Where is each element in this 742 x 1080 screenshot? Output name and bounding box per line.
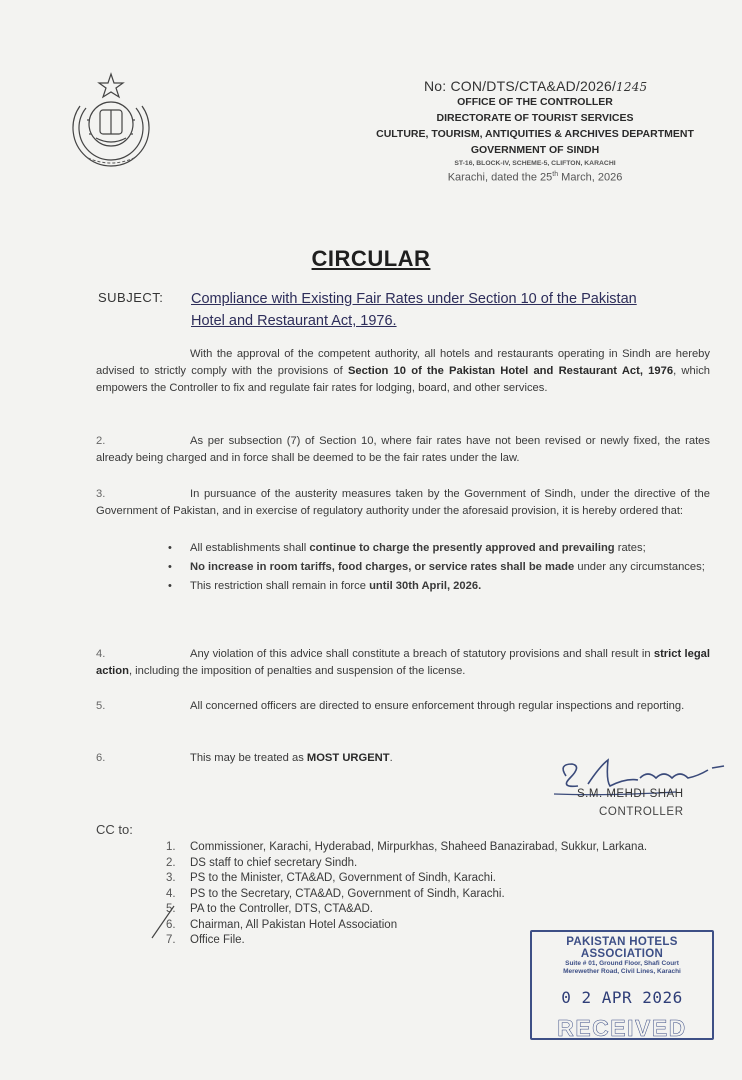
stamp-status: RECEIVED (557, 1015, 687, 1041)
cc-text: Commissioner, Karachi, Hyderabad, Mirpurkhas, Shaheed Banazirabad, Sukkur, Larkana. (190, 841, 648, 853)
paragraph-6-text-a: This may be treated as (190, 752, 307, 764)
bullet-1-text-a: All establishments shall (190, 542, 310, 554)
paragraph-3 (96, 486, 710, 520)
cc-number: 4. (166, 887, 176, 900)
paragraph-3-number: 3. (96, 488, 106, 500)
letterhead (340, 78, 730, 184)
paragraph-1 (96, 346, 710, 397)
cc-number: 1. (166, 841, 176, 853)
subject-text: Compliance with Existing Fair Rates under Section 10 of the Pakistan Hotel and Restaurant Act, 1976. (191, 291, 637, 329)
cc-text: PS to the Minister, CTA&AD, Government of Sindh, Karachi. (190, 872, 496, 884)
reference-number (424, 78, 730, 94)
paragraph-6-number: 6. (96, 752, 106, 764)
reference-number-text: No: CON/DTS/CTA&AD/2026/ (424, 78, 617, 94)
date-ordinal: th (552, 171, 559, 178)
date-suffix: March, 2026 (558, 171, 623, 184)
date-prefix: Karachi, dated the 25 (447, 171, 553, 184)
cc-text: Office File. (190, 934, 245, 946)
paragraph-2-text: As per subsection (7) of Section 10, where fair rates have not been revised or newly fixed, the rates already being charged and in force shall be deemed to be the fair rates under the law. (96, 435, 710, 464)
paragraph-4-text-c: , including the imposition of penalties and suspension of the license. (128, 665, 466, 677)
paragraph-4-number: 4. (96, 648, 106, 660)
office-name: OFFICE OF THE CONTROLLER (457, 96, 613, 108)
bullet-2-bold: No increase in room tariffs, food charges, or service rates shall be made (190, 561, 575, 573)
cc-number: 3. (166, 872, 176, 884)
paragraph-6-bold: MOST URGENT (306, 752, 390, 764)
order-bullet-list (166, 540, 710, 597)
paragraph-5-text: All concerned officers are directed to ensure enforcement through regular inspections and reporting. (190, 700, 685, 712)
cc-number: 5. (166, 903, 176, 915)
bullet-3-text-a: This restriction shall remain in force (190, 580, 370, 592)
paragraph-2 (96, 433, 710, 467)
subject-label: SUBJECT: (98, 290, 164, 305)
stamp-address-line-2: Merewether Road, Civil Lines, Karachi (563, 968, 681, 975)
paragraph-4 (96, 646, 710, 680)
letter-date (340, 171, 730, 184)
list-item (166, 856, 726, 872)
paragraph-1-text-a: With the approval of the competent authority, all hotels and restaurants operating in Sindh are hereby advised to strictly comply with the provisions of (96, 348, 710, 377)
paragraph-4-bold: strict legal action (96, 648, 710, 677)
list-item (166, 887, 726, 903)
cc-number: 2. (166, 856, 176, 869)
bullet-1-bold: continue to charge the presently approved and prevailing (309, 542, 615, 554)
cc-label: CC to: (96, 822, 133, 837)
bullet-3-bold: until 30th April, 2026. (369, 580, 482, 592)
cc-text: DS staff to chief secretary Sindh. (190, 856, 358, 869)
bullet-item (166, 540, 710, 557)
list-item (166, 902, 726, 918)
paragraph-4-text-a: Any violation of this advice shall constitute a breach of statutory provisions and shall result in (190, 648, 654, 660)
cc-text: PS to the Secretary, CTA&AD, Government of Sindh, Karachi. (190, 887, 505, 900)
bullet-2-text-b: under any circumstances; (574, 561, 705, 573)
cc-number: 7. (166, 934, 176, 946)
paragraph-5-number: 5. (96, 700, 106, 712)
stamp-organization: PAKISTAN HOTELS ASSOCIATION (566, 936, 678, 960)
bullet-1-text-c: rates; (614, 542, 646, 554)
tick-mark-icon (148, 902, 178, 942)
cc-text: Chairman, All Pakistan Hotel Association (190, 918, 398, 931)
stamp-address-line-1: Suite # 01, Ground Floor, Shafi Court (565, 960, 679, 967)
document-title: CIRCULAR (311, 246, 431, 271)
signatory-name: S.M. MEHDI SHAH (577, 788, 684, 800)
signatory-designation: CONTROLLER (599, 806, 684, 818)
department-name: CULTURE, TOURISM, ANTIQUITIES & ARCHIVES DEPARTMENT (376, 128, 694, 140)
paragraph-6-text-c: . (389, 752, 393, 764)
bullet-item (166, 578, 710, 595)
office-address: ST-16, BLOCK-IV, SCHEME-5, CLIFTON, KARACHI (454, 160, 616, 167)
paragraph-3-text: In pursuance of the austerity measures taken by the Government of Sindh, under the directive of the Government of Pakistan, and in exercise of regulatory authority under the aforesaid provision, it is hereby ordered that: (96, 488, 710, 517)
paragraph-1-bold: Section 10 of the Pakistan Hotel and Restaurant Act, 1976 (347, 365, 674, 377)
received-stamp (530, 930, 714, 1040)
bullet-item (166, 559, 710, 576)
list-item (166, 840, 726, 856)
paragraph-1-text-c: , which empowers the Controller to fix and regulate fair rates for lodging, board, and other services. (96, 365, 711, 394)
reference-handwritten-number: 1245 (616, 80, 648, 94)
stamp-date: 0 2 APR 2026 (561, 988, 683, 1007)
list-item (166, 871, 726, 887)
paragraph-5 (96, 698, 710, 715)
directorate-name: DIRECTORATE OF TOURIST SERVICES (436, 112, 634, 124)
government-seal-icon (66, 72, 156, 170)
cc-number: 6. (166, 918, 176, 931)
cc-text: PA to the Controller, DTS, CTA&AD. (190, 903, 374, 915)
government-name: GOVERNMENT OF SINDH (470, 144, 600, 156)
paragraph-2-number: 2. (96, 435, 106, 447)
